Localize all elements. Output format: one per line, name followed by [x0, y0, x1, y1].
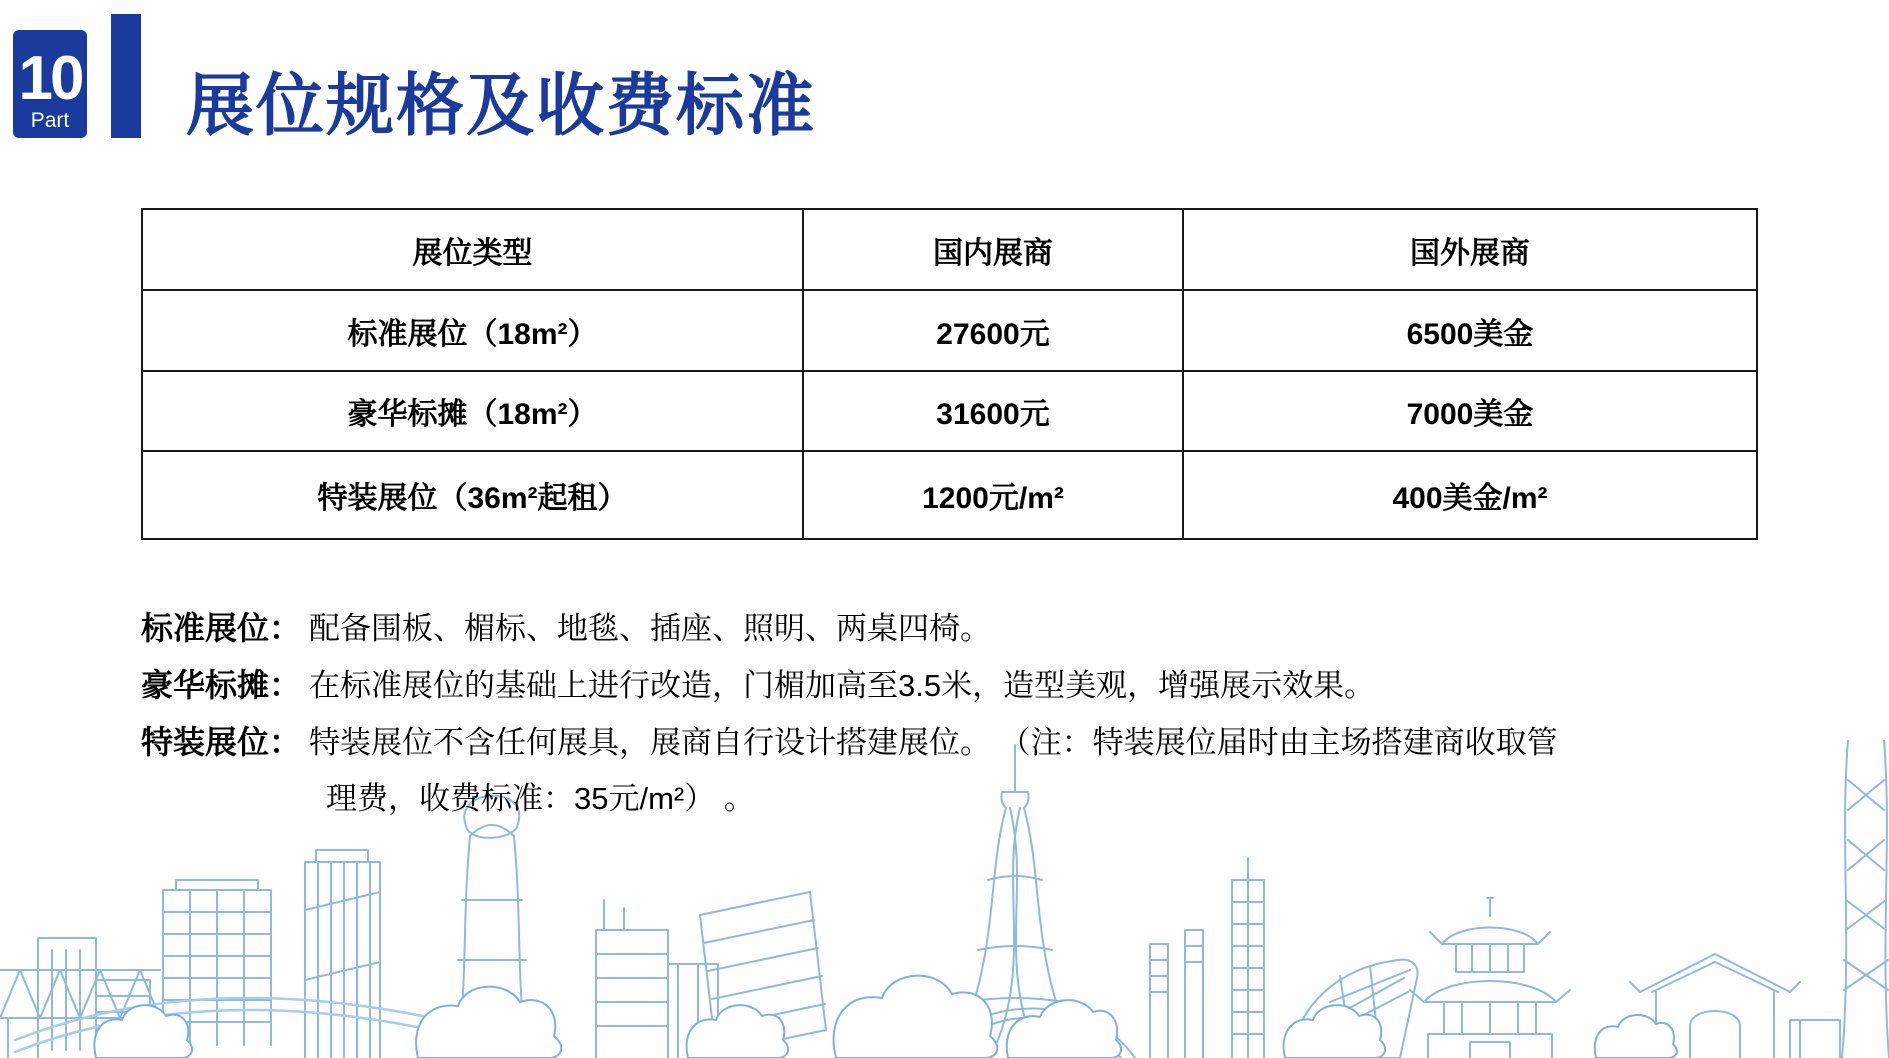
- cell-booth-type: 特装展位（36m²起租）: [142, 451, 803, 539]
- cell-domestic-price: 1200元/m²: [803, 451, 1183, 539]
- note-text: 特装展位不含任何展具，展商自行设计搭建展位。 （注：特装展位届时由主场搭建商收取管: [309, 725, 1558, 760]
- part-badge: [13, 30, 87, 138]
- tree: [834, 976, 998, 1058]
- thin-tower: [1232, 858, 1264, 1058]
- part-number: 10: [18, 44, 82, 114]
- note-raw-space-booth: [141, 714, 1791, 771]
- note-deluxe-booth: [141, 657, 1791, 714]
- cell-domestic-price: 27600元: [803, 290, 1183, 371]
- booth-notes: [141, 600, 1791, 827]
- header-foreign: 国外展商: [1183, 209, 1757, 290]
- header-booth-type: 展位类型: [142, 209, 803, 290]
- tree: [1595, 1015, 1677, 1058]
- booth-pricing-table: [141, 208, 1758, 540]
- table-row: [142, 290, 1757, 371]
- cell-domestic-price: 31600元: [803, 371, 1183, 451]
- page-title: 展位规格及收费标准: [186, 68, 817, 144]
- cell-foreign-price: 6500美金: [1183, 290, 1757, 371]
- note-label: 标准展位：: [141, 610, 302, 646]
- striped-tower: [305, 850, 380, 1058]
- note-raw-space-booth-cont: [141, 771, 1791, 827]
- cell-foreign-price: 7000美金: [1183, 371, 1757, 451]
- table-row: [142, 371, 1757, 451]
- cell-booth-type: 标准展位（18m²）: [142, 290, 803, 371]
- tree: [687, 1005, 788, 1058]
- note-text: 在标准展位的基础上进行改造，门楣加高至3.5米，造型美观，增强展示效果。: [309, 668, 1376, 703]
- note-standard-booth: [141, 600, 1791, 657]
- table-header-row: [142, 209, 1757, 290]
- cell-booth-type: 豪华标摊（18m²）: [142, 371, 803, 451]
- title-accent-bar: [111, 14, 141, 138]
- header-domestic: 国内展商: [803, 209, 1183, 290]
- part-label: Part: [30, 108, 70, 132]
- tree: [1284, 1005, 1385, 1058]
- note-text: 配备围板、楣标、地毯、插座、照明、两桌四椅。: [309, 611, 992, 646]
- cell-foreign-price: 400美金/m²: [1183, 451, 1757, 539]
- note-text: 理费，收费标准：35元/m²） 。: [326, 781, 755, 816]
- ribbon-tower: [1842, 740, 1889, 1058]
- note-label: 特装展位：: [141, 724, 302, 760]
- table-row: [142, 451, 1757, 539]
- pagoda: [1410, 898, 1570, 1058]
- tree: [416, 987, 561, 1058]
- note-label: 豪华标摊：: [141, 667, 302, 703]
